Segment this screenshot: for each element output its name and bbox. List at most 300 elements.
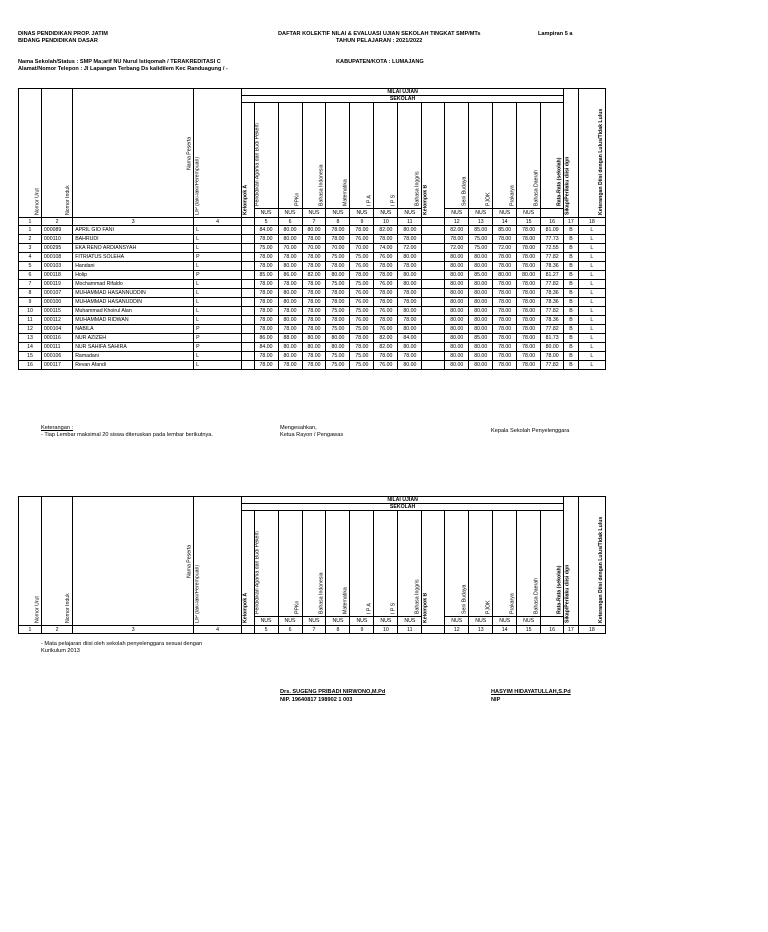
row-number: 8 bbox=[19, 289, 42, 298]
blank-group-cell bbox=[422, 280, 445, 289]
student-gender: L bbox=[194, 298, 242, 307]
grade-a-1: 78.00 bbox=[254, 352, 278, 361]
attitude-grade: B bbox=[564, 316, 579, 325]
grade-b-1: 80.00 bbox=[445, 334, 469, 343]
attitude-grade: B bbox=[564, 235, 579, 244]
blank-group-cell bbox=[242, 325, 255, 334]
grade-b-3: 72.00 bbox=[493, 244, 517, 253]
table-row bbox=[19, 235, 606, 244]
grade-a-1: 78.00 bbox=[254, 298, 278, 307]
attitude-grade: B bbox=[564, 253, 579, 262]
grade-a-4: 78.00 bbox=[326, 262, 350, 271]
grade-a-1: 86.00 bbox=[254, 334, 278, 343]
grade-a-7: 78.00 bbox=[398, 298, 422, 307]
status-keterangan: L bbox=[578, 253, 605, 262]
grade-b-3: 78.00 bbox=[493, 343, 517, 352]
average-score: 81.73 bbox=[541, 334, 564, 343]
col-pjok: PJOK bbox=[469, 103, 493, 209]
grade-a-1: 78.00 bbox=[254, 289, 278, 298]
grade-b-3: 78.00 bbox=[493, 280, 517, 289]
blank-group-cell bbox=[242, 307, 255, 316]
column-number: 7 bbox=[302, 626, 326, 634]
grade-b-2: 80.00 bbox=[469, 361, 493, 370]
grade-b-2: 80.00 bbox=[469, 343, 493, 352]
grade-a-6: 76.00 bbox=[374, 307, 398, 316]
grade-a-6: 78.00 bbox=[374, 298, 398, 307]
grade-a-4: 70.00 bbox=[326, 244, 350, 253]
blank-group-cell bbox=[242, 262, 255, 271]
grade-a-6: 82.00 bbox=[374, 334, 398, 343]
grade-a-1: 78.00 bbox=[254, 325, 278, 334]
grade-a-5: 75.00 bbox=[350, 307, 374, 316]
average-score: 78.36 bbox=[541, 316, 564, 325]
col-matematika: Matematika bbox=[326, 511, 350, 617]
ketua-label: Ketua Rayon / Pengawas bbox=[280, 432, 344, 438]
grade-b-4: 80.00 bbox=[517, 271, 541, 280]
col-nomor-induk: Nomor Induk bbox=[41, 89, 72, 218]
grade-a-7: 80.00 bbox=[398, 253, 422, 262]
nus-label: NUS bbox=[350, 209, 374, 218]
row-number: 13 bbox=[19, 334, 42, 343]
grade-a-3: 80.00 bbox=[302, 343, 326, 352]
row-number: 12 bbox=[19, 325, 42, 334]
student-name: BAHRUDI bbox=[73, 235, 194, 244]
student-name: EKA RENO ARDIANSYAH bbox=[73, 244, 194, 253]
student-id: 000107 bbox=[41, 289, 72, 298]
grade-a-5: 75.00 bbox=[350, 352, 374, 361]
blank-group-cell bbox=[242, 334, 255, 343]
agency-line-2: BIDANG PENDIDIKAN DASAR bbox=[18, 38, 98, 44]
status-keterangan: L bbox=[578, 334, 605, 343]
grade-a-7: 78.00 bbox=[398, 352, 422, 361]
grade-a-5: 75.00 bbox=[350, 253, 374, 262]
col-nama-peserta: Nama Peserta bbox=[73, 497, 194, 626]
student-name: MUHAMMAD RIDWAN bbox=[73, 316, 194, 325]
table-row bbox=[19, 280, 606, 289]
student-id: 000119 bbox=[41, 280, 72, 289]
grade-a-5: 76.00 bbox=[350, 298, 374, 307]
grade-a-3: 78.00 bbox=[302, 352, 326, 361]
student-name: MUHAMMAD HASANNUDDIN bbox=[73, 289, 194, 298]
nus-label: NUS bbox=[398, 617, 422, 626]
student-name: Ramadani bbox=[73, 352, 194, 361]
table-row bbox=[19, 334, 606, 343]
row-number: 3 bbox=[19, 244, 42, 253]
attitude-grade: B bbox=[564, 226, 579, 235]
grade-a-2: 80.00 bbox=[278, 262, 302, 271]
grade-b-2: 80.00 bbox=[469, 298, 493, 307]
grade-b-3: 78.00 bbox=[493, 253, 517, 262]
student-id: 000118 bbox=[41, 271, 72, 280]
status-keterangan: L bbox=[578, 244, 605, 253]
row-number: 10 bbox=[19, 307, 42, 316]
attitude-grade: B bbox=[564, 352, 579, 361]
grade-a-6: 76.00 bbox=[374, 253, 398, 262]
student-gender: L bbox=[194, 352, 242, 361]
col-bahasa-daerah: Bahasa Daerah bbox=[517, 103, 541, 209]
blank-group-cell bbox=[422, 226, 445, 235]
nus-label: NUS bbox=[326, 209, 350, 218]
grade-a-5: 78.00 bbox=[350, 271, 374, 280]
grade-a-3: 78.00 bbox=[302, 235, 326, 244]
row-number: 2 bbox=[19, 235, 42, 244]
grade-a-3: 78.00 bbox=[302, 289, 326, 298]
column-number: 16 bbox=[541, 218, 564, 226]
status-keterangan: L bbox=[578, 298, 605, 307]
grade-b-3: 78.00 bbox=[493, 289, 517, 298]
row-number: 16 bbox=[19, 361, 42, 370]
grade-a-7: 80.00 bbox=[398, 271, 422, 280]
grade-b-4: 78.00 bbox=[517, 235, 541, 244]
average-score: 77.82 bbox=[541, 361, 564, 370]
grade-b-2: 85.00 bbox=[469, 226, 493, 235]
attitude-grade: B bbox=[564, 307, 579, 316]
column-number: 8 bbox=[326, 218, 350, 226]
column-number: 14 bbox=[493, 626, 517, 634]
student-gender: L bbox=[194, 235, 242, 244]
kelompok-a-label: Kelompok A bbox=[242, 511, 255, 626]
agency-line-1: DINAS PENDIDIKAN PROP. JATIM bbox=[18, 31, 108, 37]
blank-group-cell bbox=[242, 298, 255, 307]
col-seni-budaya: Seni Budaya bbox=[445, 511, 469, 617]
average-score: 78.36 bbox=[541, 289, 564, 298]
column-number: 6 bbox=[278, 626, 302, 634]
student-id: 000115 bbox=[41, 307, 72, 316]
nus-label: NUS bbox=[445, 617, 469, 626]
column-number: 18 bbox=[578, 218, 605, 226]
col-keterangan: Keterangan Diisi dengan Lulus/Tidak Lulus bbox=[578, 497, 605, 626]
nus-label: NUS bbox=[493, 617, 517, 626]
grade-a-1: 84.00 bbox=[254, 343, 278, 352]
blank-group-cell bbox=[242, 316, 255, 325]
column-number: 12 bbox=[445, 218, 469, 226]
table-row bbox=[19, 253, 606, 262]
row-number: 7 bbox=[19, 280, 42, 289]
column-number: 14 bbox=[493, 218, 517, 226]
col-bahasa-inggris: Bahasa Inggris bbox=[398, 511, 422, 617]
student-name: Handani bbox=[73, 262, 194, 271]
blank-group-cell bbox=[422, 307, 445, 316]
student-gender: L bbox=[194, 289, 242, 298]
student-name: Revan Afandi bbox=[73, 361, 194, 370]
grade-a-6: 78.00 bbox=[374, 352, 398, 361]
student-name: NUR AZIZEH bbox=[73, 334, 194, 343]
grade-a-1: 78.00 bbox=[254, 307, 278, 316]
student-id: 000111 bbox=[41, 343, 72, 352]
grade-b-4: 78.00 bbox=[517, 334, 541, 343]
col-seni-budaya: Seni Budaya bbox=[445, 103, 469, 209]
blank-group-cell bbox=[422, 361, 445, 370]
nus-label: NUS bbox=[493, 209, 517, 218]
grade-a-7: 80.00 bbox=[398, 280, 422, 289]
student-id: 000103 bbox=[41, 262, 72, 271]
average-score: 78.00 bbox=[541, 352, 564, 361]
grade-b-3: 78.00 bbox=[493, 352, 517, 361]
grade-b-4: 78.00 bbox=[517, 325, 541, 334]
attitude-grade: B bbox=[564, 361, 579, 370]
document-title: DAFTAR KOLEKTIF NILAI & EVALUASI UJIAN SEKOLAH TINGKAT SMP/MTs bbox=[278, 31, 481, 37]
grade-a-3: 78.00 bbox=[302, 307, 326, 316]
grades-table bbox=[18, 88, 606, 370]
col-matematika: Matematika bbox=[326, 103, 350, 209]
blank-group-cell bbox=[422, 352, 445, 361]
grade-b-1: 80.00 bbox=[445, 316, 469, 325]
col-rata-rata: Rata-Rata (sekolah) bbox=[541, 511, 564, 617]
grade-a-7: 78.00 bbox=[398, 262, 422, 271]
grade-a-2: 88.00 bbox=[278, 334, 302, 343]
blank-group-cell bbox=[242, 226, 255, 235]
student-gender: L bbox=[194, 226, 242, 235]
grade-a-6: 78.00 bbox=[374, 271, 398, 280]
grade-a-5: 78.00 bbox=[350, 226, 374, 235]
student-name: Mochammad Rifaldo bbox=[73, 280, 194, 289]
grade-a-7: 84.00 bbox=[398, 334, 422, 343]
grade-a-7: 78.00 bbox=[398, 289, 422, 298]
row-number: 5 bbox=[19, 262, 42, 271]
blank-group-cell bbox=[422, 325, 445, 334]
status-keterangan: L bbox=[578, 262, 605, 271]
attitude-grade: B bbox=[564, 325, 579, 334]
grade-a-6: 76.00 bbox=[374, 361, 398, 370]
signatory-2-name: HASYIM HIDAYATULLAH,S.Pd bbox=[491, 689, 571, 695]
blank-group-cell bbox=[422, 244, 445, 253]
attitude-grade: B bbox=[564, 280, 579, 289]
nus-label: NUS bbox=[374, 209, 398, 218]
grade-a-5: 76.00 bbox=[350, 262, 374, 271]
column-number: 8 bbox=[326, 626, 350, 634]
student-gender: L bbox=[194, 262, 242, 271]
grade-b-4: 78.00 bbox=[517, 289, 541, 298]
grade-b-4: 78.00 bbox=[517, 253, 541, 262]
grade-a-4: 80.00 bbox=[326, 334, 350, 343]
blank-group-cell bbox=[422, 289, 445, 298]
grade-a-3: 78.00 bbox=[302, 325, 326, 334]
status-keterangan: L bbox=[578, 316, 605, 325]
nus-label: NUS bbox=[374, 617, 398, 626]
blank-group-cell bbox=[242, 289, 255, 298]
column-number: 4 bbox=[194, 626, 242, 634]
blank-rata-nus bbox=[541, 617, 564, 626]
row-number: 9 bbox=[19, 298, 42, 307]
keterangan-label: Keterangan : bbox=[41, 425, 74, 431]
grade-a-7: 78.00 bbox=[398, 235, 422, 244]
blank-group-cell bbox=[422, 271, 445, 280]
grade-b-1: 80.00 bbox=[445, 289, 469, 298]
student-gender: P bbox=[194, 253, 242, 262]
grade-a-1: 75.00 bbox=[254, 244, 278, 253]
col-agama: Pendidikan Agama dan Budi Pekerti bbox=[254, 511, 278, 617]
nus-label: NUS bbox=[469, 209, 493, 218]
col-agama: Pendidikan Agama dan Budi Pekerti bbox=[254, 103, 278, 209]
student-gender: P bbox=[194, 325, 242, 334]
grade-a-1: 78.00 bbox=[254, 361, 278, 370]
grade-b-3: 78.00 bbox=[493, 298, 517, 307]
average-score: 78.36 bbox=[541, 262, 564, 271]
grade-a-4: 78.00 bbox=[326, 235, 350, 244]
student-name: Holip bbox=[73, 271, 194, 280]
grade-a-6: 78.00 bbox=[374, 262, 398, 271]
grade-b-1: 80.00 bbox=[445, 298, 469, 307]
grade-b-3: 78.00 bbox=[493, 262, 517, 271]
status-keterangan: L bbox=[578, 343, 605, 352]
student-id: 000295 bbox=[41, 244, 72, 253]
blank-group-cell bbox=[422, 626, 445, 634]
grade-a-5: 78.00 bbox=[350, 343, 374, 352]
grade-a-2: 78.00 bbox=[278, 325, 302, 334]
grade-a-3: 78.00 bbox=[302, 316, 326, 325]
grade-b-4: 78.00 bbox=[517, 298, 541, 307]
table-row bbox=[19, 325, 606, 334]
grade-a-5: 76.00 bbox=[350, 316, 374, 325]
blank-group-cell bbox=[242, 361, 255, 370]
blank-group-cell bbox=[242, 352, 255, 361]
nus-label: NUS bbox=[445, 209, 469, 218]
col-ipa: I P A bbox=[350, 103, 374, 209]
attitude-grade: B bbox=[564, 271, 579, 280]
student-gender: L bbox=[194, 316, 242, 325]
column-number: 3 bbox=[73, 218, 194, 226]
column-number: 1 bbox=[19, 218, 42, 226]
row-number: 14 bbox=[19, 343, 42, 352]
grade-a-2: 78.00 bbox=[278, 280, 302, 289]
grade-a-1: 78.00 bbox=[254, 253, 278, 262]
grade-a-6: 82.00 bbox=[374, 343, 398, 352]
grade-a-2: 80.00 bbox=[278, 226, 302, 235]
grade-a-3: 80.00 bbox=[302, 226, 326, 235]
grade-b-2: 80.00 bbox=[469, 316, 493, 325]
column-number: 17 bbox=[564, 218, 579, 226]
grade-b-2: 80.00 bbox=[469, 325, 493, 334]
blank-group-cell bbox=[242, 280, 255, 289]
grade-b-3: 78.00 bbox=[493, 361, 517, 370]
grade-a-1: 78.00 bbox=[254, 280, 278, 289]
attitude-grade: B bbox=[564, 298, 579, 307]
column-number: 3 bbox=[73, 626, 194, 634]
grade-a-4: 78.00 bbox=[326, 298, 350, 307]
grade-a-3: 78.00 bbox=[302, 253, 326, 262]
student-name: NUR SAHIFA SAHIRA bbox=[73, 343, 194, 352]
grade-b-1: 80.00 bbox=[445, 307, 469, 316]
grade-a-6: 76.00 bbox=[374, 280, 398, 289]
regency-line: KABUPATEN/KOTA : LUMAJANG bbox=[336, 59, 424, 65]
blank-group-cell bbox=[422, 235, 445, 244]
col-prakarya: Prakarya bbox=[493, 511, 517, 617]
student-id: 000117 bbox=[41, 361, 72, 370]
col-nomor-induk: Nomor Induk bbox=[41, 497, 72, 626]
grade-b-4: 78.00 bbox=[517, 226, 541, 235]
col-rata-rata: Rata-Rata (sekolah) bbox=[541, 103, 564, 209]
status-keterangan: L bbox=[578, 226, 605, 235]
nus-label: NUS bbox=[350, 617, 374, 626]
nus-label: NUS bbox=[517, 617, 541, 626]
col-lp: L/P (laki-laki/Perempuan) bbox=[194, 89, 242, 218]
nus-label: NUS bbox=[278, 209, 302, 218]
grade-b-2: 80.00 bbox=[469, 352, 493, 361]
blank-rata-nus bbox=[541, 209, 564, 218]
blank-group-cell bbox=[242, 343, 255, 352]
grade-a-4: 78.00 bbox=[326, 289, 350, 298]
grade-b-3: 78.00 bbox=[493, 235, 517, 244]
grade-b-2: 80.00 bbox=[469, 253, 493, 262]
nus-label: NUS bbox=[469, 617, 493, 626]
kepala-label: Kepala Sekolah Penyelenggara bbox=[491, 428, 570, 434]
table-row bbox=[19, 307, 606, 316]
sekolah-header: SEKOLAH bbox=[242, 504, 564, 511]
grade-b-4: 78.00 bbox=[517, 352, 541, 361]
nus-label: NUS bbox=[254, 209, 278, 218]
grade-a-2: 78.00 bbox=[278, 253, 302, 262]
column-number: 13 bbox=[469, 626, 493, 634]
grade-b-1: 82.00 bbox=[445, 226, 469, 235]
attitude-grade: B bbox=[564, 289, 579, 298]
kelompok-b-label: Kelompok B bbox=[422, 511, 445, 626]
grade-b-2: 85.00 bbox=[469, 271, 493, 280]
signatory-2-nip: NIP bbox=[491, 697, 501, 703]
grade-b-4: 78.00 bbox=[517, 280, 541, 289]
column-number: 9 bbox=[350, 626, 374, 634]
col-sikap: Sikap/Perilaku diisi dgn bbox=[564, 89, 579, 218]
attitude-grade: B bbox=[564, 334, 579, 343]
grade-a-2: 80.00 bbox=[278, 289, 302, 298]
status-keterangan: L bbox=[578, 352, 605, 361]
table-row bbox=[19, 343, 606, 352]
nus-label: NUS bbox=[254, 617, 278, 626]
blank-group-cell bbox=[422, 334, 445, 343]
status-keterangan: L bbox=[578, 235, 605, 244]
nilai-ujian-header: NILAI UJIAN bbox=[242, 497, 564, 504]
student-id: 000112 bbox=[41, 316, 72, 325]
col-ppkn: PPKn bbox=[278, 103, 302, 209]
status-keterangan: L bbox=[578, 280, 605, 289]
note-line-1: - Mata pelajaran diisi oleh sekolah penyelenggara sesuai dengan bbox=[41, 641, 203, 647]
attachment-label: Lampiran 5 a bbox=[538, 31, 573, 37]
column-number: 4 bbox=[194, 218, 242, 226]
student-id: 000089 bbox=[41, 226, 72, 235]
grade-a-3: 78.00 bbox=[302, 280, 326, 289]
blank-group-cell bbox=[422, 298, 445, 307]
grade-a-5: 78.00 bbox=[350, 334, 374, 343]
table-row bbox=[19, 316, 606, 325]
blank-group-cell bbox=[242, 626, 255, 634]
student-gender: L bbox=[194, 361, 242, 370]
blank-group-cell bbox=[242, 253, 255, 262]
grade-a-5: 76.00 bbox=[350, 235, 374, 244]
student-id: 000106 bbox=[41, 352, 72, 361]
column-number: 12 bbox=[445, 626, 469, 634]
grade-b-1: 80.00 bbox=[445, 271, 469, 280]
col-bahasa-indonesia: Bahasa Indonesia bbox=[302, 511, 326, 617]
col-bahasa-indonesia: Bahasa Indonesia bbox=[302, 103, 326, 209]
average-score: 77.82 bbox=[541, 307, 564, 316]
row-number: 11 bbox=[19, 316, 42, 325]
kelompok-a-label: Kelompok A bbox=[242, 103, 255, 218]
grade-a-6: 78.00 bbox=[374, 289, 398, 298]
average-score: 81.27 bbox=[541, 271, 564, 280]
grade-a-4: 75.00 bbox=[326, 361, 350, 370]
table-row bbox=[19, 361, 606, 370]
grade-a-7: 80.00 bbox=[398, 226, 422, 235]
column-number: 18 bbox=[578, 626, 605, 634]
grade-a-3: 80.00 bbox=[302, 334, 326, 343]
table-row bbox=[19, 298, 606, 307]
grade-b-3: 80.00 bbox=[493, 271, 517, 280]
grade-b-1: 80.00 bbox=[445, 262, 469, 271]
grade-b-1: 80.00 bbox=[445, 343, 469, 352]
grade-a-2: 80.00 bbox=[278, 352, 302, 361]
col-keterangan: Keterangan Diisi dengan Lulus/Tidak Lulus bbox=[578, 89, 605, 218]
grade-a-5: 75.00 bbox=[350, 325, 374, 334]
average-score: 77.82 bbox=[541, 280, 564, 289]
